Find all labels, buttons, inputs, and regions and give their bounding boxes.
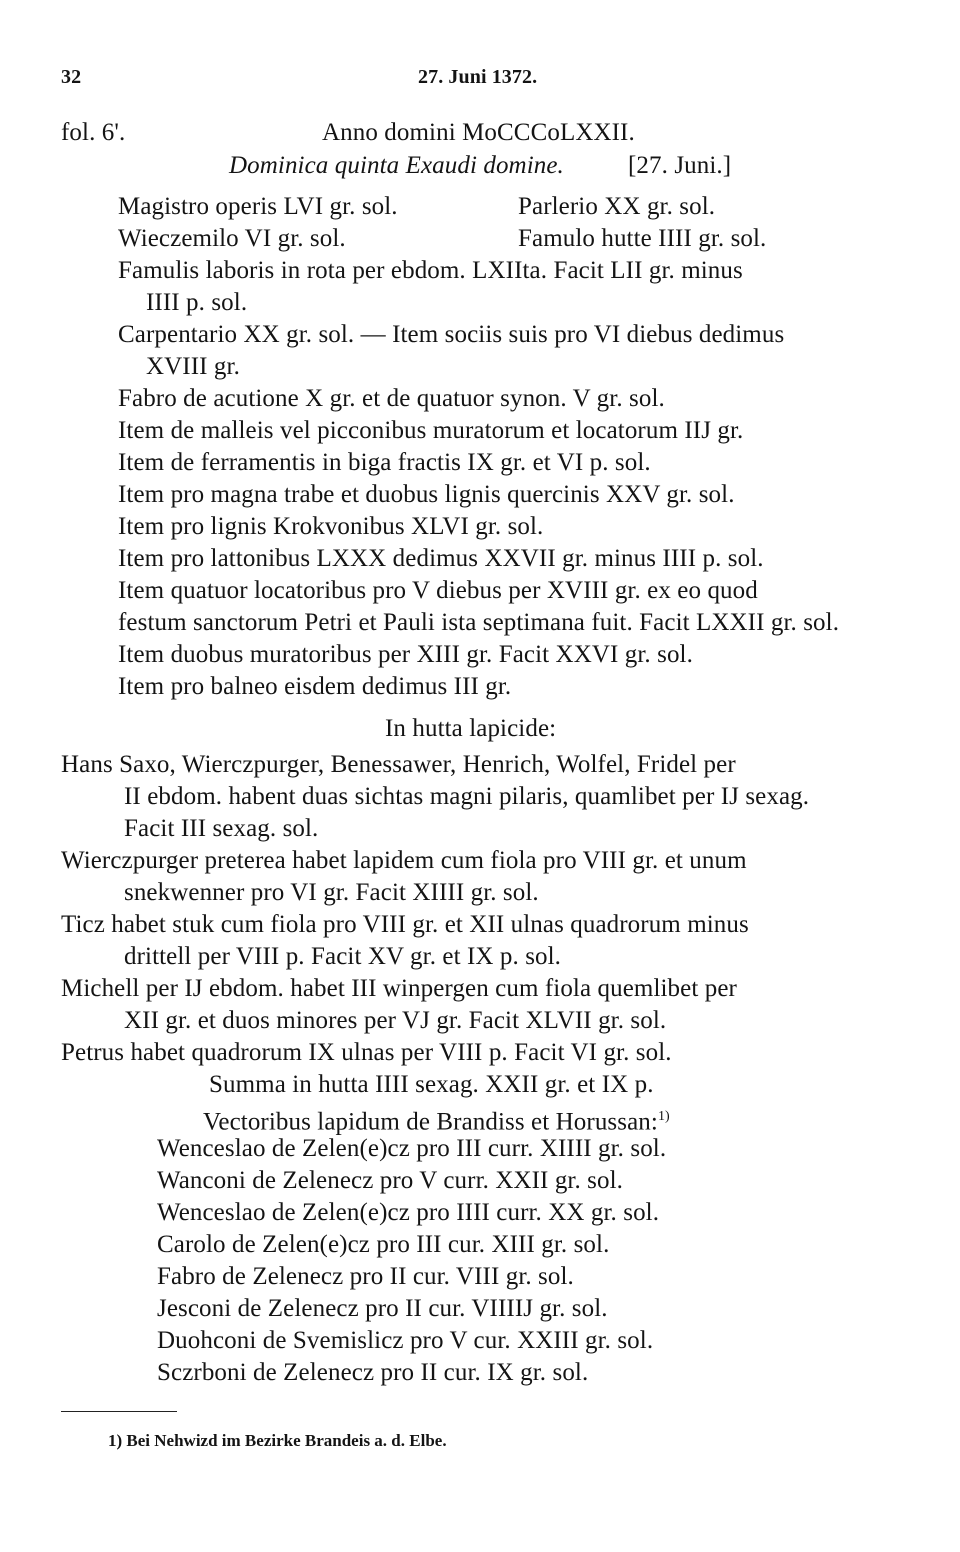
hutta-line: drittell per VIII p. Facit XV gr. et IX p. sol.	[124, 943, 562, 970]
vector-line: Carolo de Zelen(e)cz pro III cur. XIII gr. sol.	[157, 1231, 610, 1258]
folio-mark: fol. 6'.	[61, 119, 126, 146]
entry-line: Item pro balneo eisdem dedimus III gr.	[118, 673, 512, 700]
year-heading: Anno domini MoCCCoLXXII.	[322, 119, 635, 146]
hutta-summa: Summa in hutta IIII sexag. XXII gr. et IX p.	[209, 1071, 654, 1098]
vector-line: Wenceslao de Zelen(e)cz pro IIII curr. XX gr. sol.	[157, 1199, 660, 1226]
entry-line: Item pro lignis Krokvonibus XLVI gr. sol.	[118, 513, 544, 540]
entry-line: Item duobus muratoribus per XIII gr. Facit XXVI gr. sol.	[118, 641, 693, 668]
wage-parlerio: Parlerio XX gr. sol.	[518, 193, 716, 220]
hutta-line: XII gr. et duos minores per VJ gr. Facit XLVII gr. sol.	[124, 1007, 667, 1034]
vector-line: Fabro de Zelenecz pro II cur. VIII gr. sol.	[157, 1263, 574, 1290]
entry-line: Item de malleis vel picconibus muratorum et locatorum IIJ gr.	[118, 417, 744, 444]
footnote-rule	[61, 1411, 177, 1412]
hutta-line: Ticz habet stuk cum fiola pro VIII gr. et XII ulnas quadrorum minus	[61, 911, 749, 938]
entry-line: festum sanctorum Petri et Pauli ista septimana fuit. Facit LXXII gr. sol.	[118, 609, 840, 636]
hutta-line: Wierczpurger preterea habet lapidem cum fiola pro VIII gr. et unum	[61, 847, 747, 874]
entry-line: XVIII gr.	[146, 353, 240, 380]
entry-line: Item pro lattonibus LXXX dedimus XXVII gr. minus IIII p. sol.	[118, 545, 764, 572]
footnote: 1) Bei Nehwizd im Bezirke Brandeis a. d. Elbe.	[108, 1431, 447, 1450]
vector-line: Duohconi de Svemislicz pro V cur. XXIII gr. sol.	[157, 1327, 654, 1354]
page-number: 32	[61, 66, 82, 88]
entry-line: Fabro de acutione X gr. et de quatuor synon. V gr. sol.	[118, 385, 665, 412]
vector-line: Wenceslao de Zelen(e)cz pro III curr. XIIII gr. sol.	[157, 1135, 667, 1162]
vector-line: Wanconi de Zelenecz pro V curr. XXII gr. sol.	[157, 1167, 623, 1194]
vectores-heading-text: Vectoribus lapidum de Brandiss et Horussan:	[203, 1108, 658, 1136]
hutta-line: II ebdom. habent duas sichtas magni pilaris, quamlibet per IJ sexag.	[124, 783, 810, 810]
hutta-line: Hans Saxo, Wierczpurger, Benessawer, Henrich, Wolfel, Fridel per	[61, 751, 736, 778]
hutta-heading: In hutta lapicide:	[385, 715, 557, 742]
entry-line: Item quatuor locatoribus pro V diebus per XVIII gr. ex eo quod	[118, 577, 758, 604]
entry-line: Famulis laboris in rota per ebdom. LXIIta. Facit LII gr. minus	[118, 257, 743, 284]
entry-line: IIII p. sol.	[146, 289, 248, 316]
wage-wieczemilo: Wieczemilo VI gr. sol.	[118, 225, 346, 252]
hutta-line: Michell per IJ ebdom. habet III winpergen cum fiola quemlibet per	[61, 975, 737, 1002]
hutta-line: Facit III sexag. sol.	[124, 815, 319, 842]
sunday-date: [27. Juni.]	[628, 152, 732, 179]
wage-famulo: Famulo hutte IIII gr. sol.	[518, 225, 767, 252]
running-title: 27. Juni 1372.	[418, 66, 538, 88]
entry-line: Item pro magna trabe et duobus lignis quercinis XXV gr. sol.	[118, 481, 735, 508]
entry-line: Item de ferramentis in biga fractis IX gr. et VI p. sol.	[118, 449, 651, 476]
wage-magistro: Magistro operis LVI gr. sol.	[118, 193, 398, 220]
footnote-mark: 1)	[657, 1109, 670, 1124]
vector-line: Jesconi de Zelenecz pro II cur. VIIIIJ gr. sol.	[157, 1295, 608, 1322]
sunday-name: Dominica quinta Exaudi domine.	[229, 152, 564, 179]
hutta-line: snekwenner pro VI gr. Facit XIIII gr. sol.	[124, 879, 539, 906]
entry-line: Carpentario XX gr. sol. — Item sociis suis pro VI diebus dedimus	[118, 321, 785, 348]
hutta-line: Petrus habet quadrorum IX ulnas per VIII p. Facit VI gr. sol.	[61, 1039, 672, 1066]
vector-line: Sczrboni de Zelenecz pro II cur. IX gr. sol.	[157, 1359, 589, 1386]
vectores-heading	[203, 1102, 670, 1137]
